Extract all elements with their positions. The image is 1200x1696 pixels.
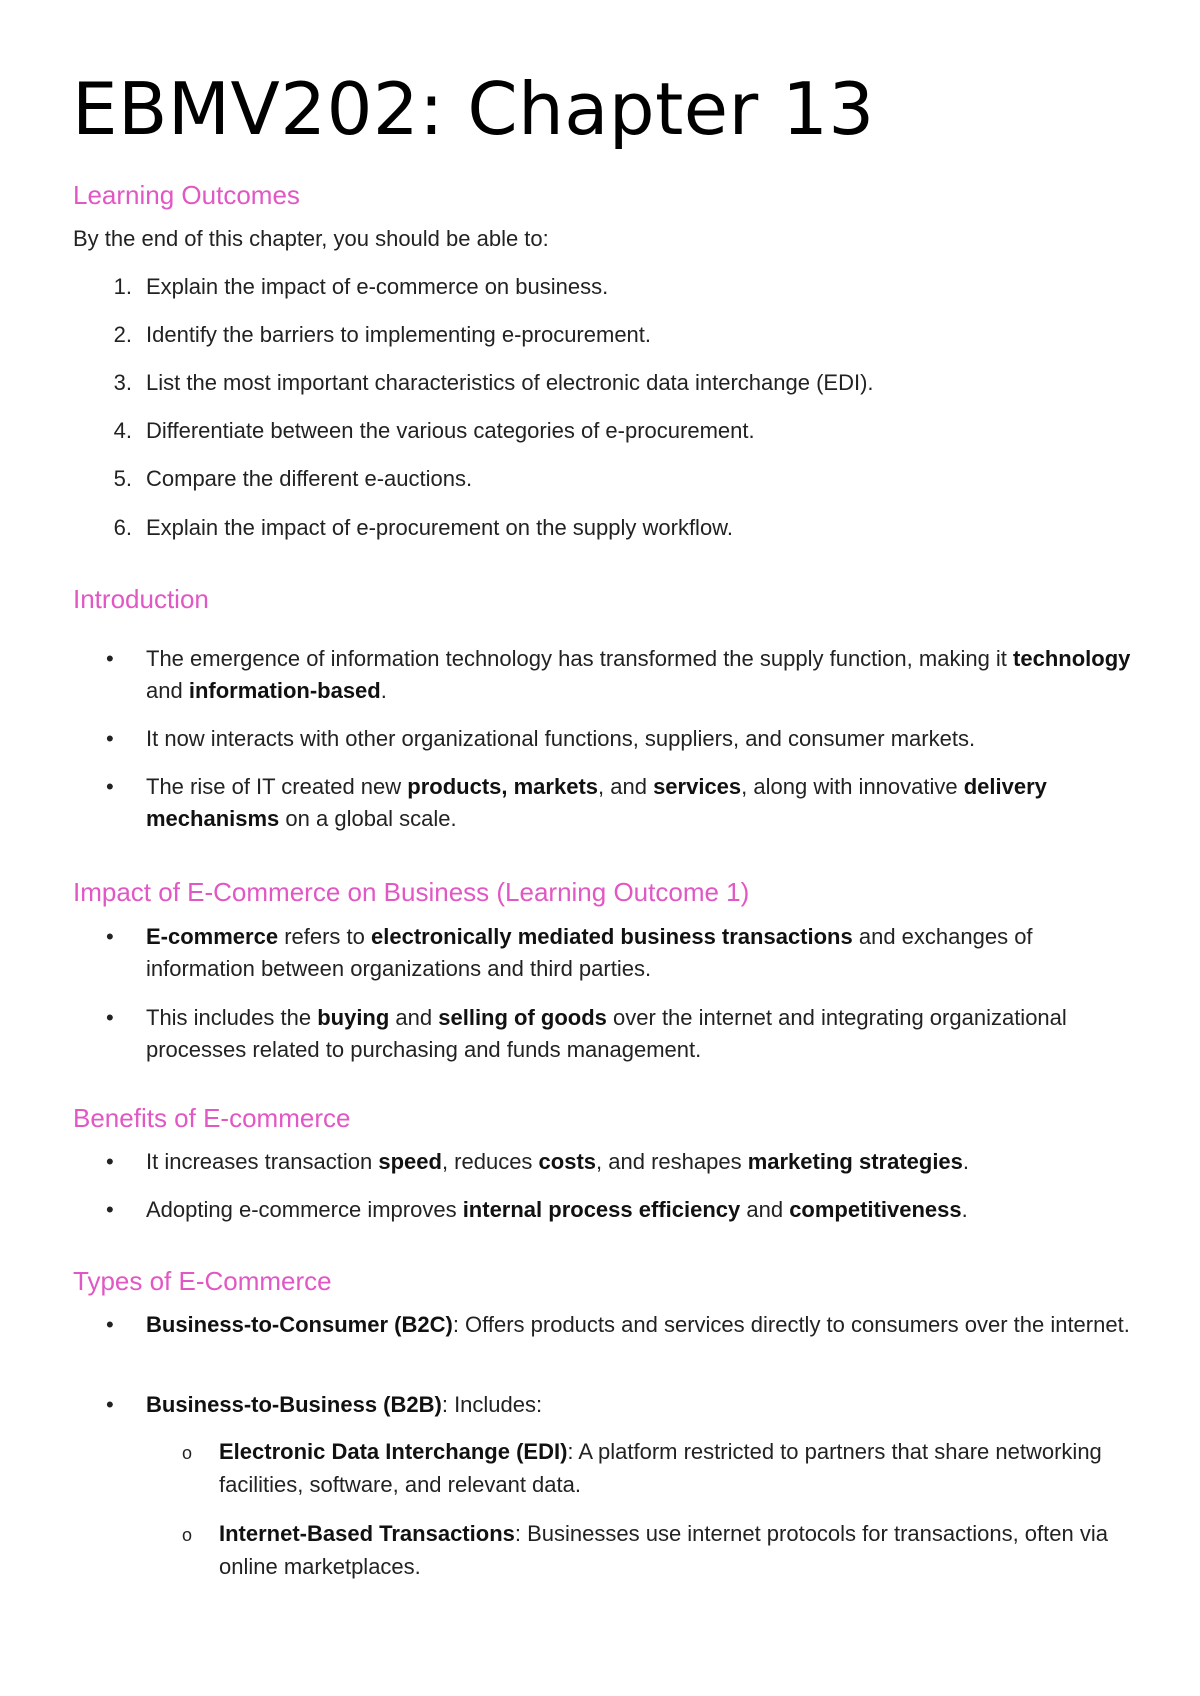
bold-term: selling of goods: [438, 1005, 607, 1030]
bullet-icon: •: [106, 1005, 114, 1030]
sub-bullet-icon: o: [182, 1525, 193, 1545]
heading-types: Types of E-Commerce: [73, 1266, 332, 1296]
text-run: Adopting e-commerce improves: [146, 1197, 463, 1222]
list-item-text: List the most important characteristics of electronic data interchange (EDI).: [146, 370, 874, 395]
list-item-text: Explain the impact of e-commerce on business.: [146, 274, 609, 299]
text-run: .: [962, 1149, 970, 1174]
list-item-text: Explain the impact of e-procurement on the supply workflow.: [146, 515, 733, 540]
learning-outcomes-intro: By the end of this chapter, you should be able to:: [73, 226, 549, 251]
text-run: : Offers products and services directly to consumers over the internet.: [452, 1312, 1130, 1337]
text-run: .: [961, 1197, 968, 1222]
list-item-text: [146, 723, 1136, 755]
bold-term: products, markets: [407, 774, 599, 799]
text-run: , and: [598, 774, 654, 799]
list-number: 4.: [113, 418, 132, 443]
bold-term: Business-to-Consumer (B2C): [146, 1312, 453, 1337]
bullet-icon: •: [106, 1312, 114, 1337]
bullet-icon: •: [106, 1392, 114, 1417]
bold-term: technology: [1013, 646, 1131, 671]
bold-term: services: [653, 774, 742, 799]
bold-term: competitiveness: [789, 1197, 962, 1222]
heading-learning-outcomes: Learning Outcomes: [73, 180, 300, 210]
bold-term: Internet-Based Transactions: [219, 1521, 515, 1546]
text-run: and: [740, 1197, 790, 1222]
text-run: The rise of IT created new: [146, 774, 408, 799]
bold-term: delivery mechanisms: [146, 774, 1047, 831]
text-run: and exchanges of information between organizations and third parties.: [146, 924, 1033, 981]
bullet-icon: •: [106, 1149, 114, 1174]
text-run: : Includes:: [441, 1392, 543, 1417]
list-item-text: [146, 771, 1136, 835]
text-run: over the internet and integrating organizational processes related to purchasing and funds management.: [146, 1005, 1067, 1062]
bullet-icon: •: [106, 646, 114, 671]
bold-term: internal process efficiency: [462, 1197, 741, 1222]
text-run: , reduces: [441, 1149, 539, 1174]
bold-term: speed: [378, 1149, 442, 1174]
bold-term: Electronic Data Interchange (EDI): [219, 1439, 568, 1464]
text-run: , along with innovative: [741, 774, 964, 799]
bold-term: E-commerce: [146, 924, 279, 949]
list-item-text: [146, 1002, 1136, 1066]
sub-list-item-text: [219, 1435, 1119, 1501]
heading-introduction: Introduction: [73, 584, 209, 614]
bold-term: information-based: [188, 678, 381, 703]
heading-benefits: Benefits of E-commerce: [73, 1103, 351, 1133]
list-item-text: [146, 1194, 1136, 1226]
list-item-text: [146, 1389, 1136, 1421]
list-item-text: [146, 643, 1136, 707]
list-item-text: Compare the different e-auctions.: [146, 466, 473, 491]
bullet-icon: •: [106, 1197, 114, 1222]
list-number: 3.: [113, 370, 132, 395]
text-run: and: [146, 678, 189, 703]
bold-term: costs: [538, 1149, 597, 1174]
list-number: 2.: [113, 322, 132, 347]
page-title: EBMV202: Chapter 13: [72, 67, 875, 151]
text-run: : A platform restricted to partners that share networking facilities, software, and relevant data.: [219, 1439, 1102, 1497]
list-item-text: Differentiate between the various categories of e-procurement.: [146, 418, 755, 443]
text-run: It now interacts with other organizational functions, suppliers, and consumer markets.: [146, 726, 976, 751]
list-item-text: [146, 921, 1136, 985]
sub-bullet-icon: o: [182, 1443, 193, 1463]
bullet-icon: •: [106, 924, 114, 949]
bullet-icon: •: [106, 726, 114, 751]
bold-term: Business-to-Business (B2B): [146, 1392, 442, 1417]
bold-term: electronically mediated business transactions: [371, 924, 853, 949]
heading-impact: Impact of E-Commerce on Business (Learning Outcome 1): [73, 877, 750, 907]
text-run: on a global scale.: [279, 806, 457, 831]
list-number: 1.: [113, 274, 132, 299]
text-run: , and reshapes: [596, 1149, 748, 1174]
text-run: : Businesses use internet protocols for transactions, often via online marketplaces.: [219, 1521, 1108, 1579]
list-item-text: Identify the barriers to implementing e-procurement.: [146, 322, 652, 347]
text-run: refers to: [278, 924, 371, 949]
text-run: The emergence of information technology has transformed the supply function, making it: [146, 646, 1014, 671]
bullet-icon: •: [106, 774, 114, 799]
list-item-text: [146, 1146, 1136, 1178]
text-run: .: [380, 678, 387, 703]
text-run: This includes the: [146, 1005, 318, 1030]
sub-list-item-text: [219, 1517, 1119, 1583]
list-number: 6.: [113, 515, 132, 540]
list-number: 5.: [113, 466, 132, 491]
text-run: It increases transaction: [146, 1149, 379, 1174]
bold-term: marketing strategies: [747, 1149, 963, 1174]
text-run: and: [389, 1005, 439, 1030]
bold-term: buying: [317, 1005, 390, 1030]
list-item-text: [146, 1309, 1136, 1341]
